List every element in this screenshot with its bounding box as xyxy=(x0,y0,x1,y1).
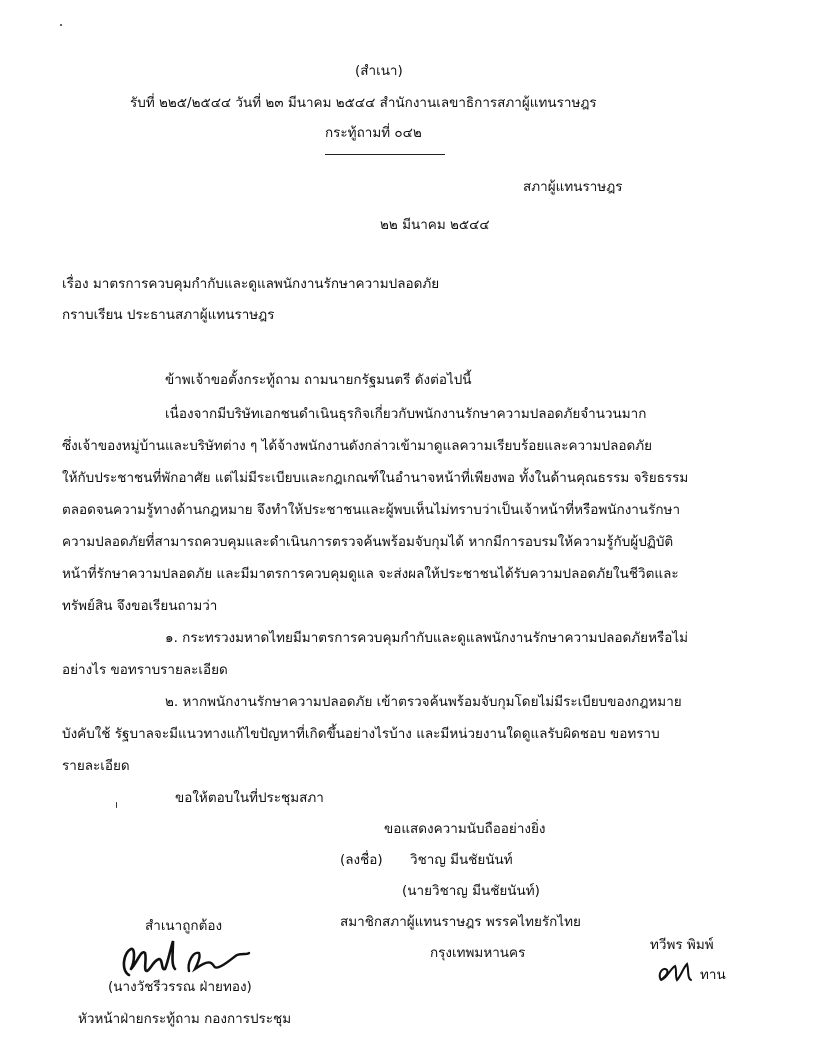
paragraph-line: ตลอดจนความรู้ทางด้านกฎหมาย จึงทำให้ประชาชนและผู้พบเห็นไม่ทราบว่าเป็นเจ้าหน้าที่หรือพนักงานรักษา xyxy=(62,502,681,518)
received-line: รับที่ ๒๒๕/๒๕๔๔ วันที่ ๒๓ มีนาคม ๒๕๔๔ สำนักงานเลขาธิการสภาผู้แทนราษฎร xyxy=(130,95,597,111)
question-1-line: อย่างไร ขอทราบรายละเอียด xyxy=(62,662,228,678)
letter-date: ๒๒ มีนาคม ๒๕๔๔ xyxy=(380,217,490,233)
full-name: (นายวิชาญ มีนชัยนันท์) xyxy=(402,883,540,899)
certified-label: สำเนาถูกต้อง xyxy=(145,918,223,934)
initials-mark xyxy=(655,960,695,986)
paragraph-line: ให้กับประชาชนที่พักอาศัย แต่ไม่มีระเบียบและกฎเกณฑ์ในอำนาจหน้าที่เพียงพอ ทั้งในด้านคุณธรรม จริยธรรม xyxy=(62,470,689,486)
certifier-title: หัวหน้าฝ่ายกระทู้ถาม กองการประชุม xyxy=(78,1011,292,1027)
paragraph-line: ซึ่งเจ้าของหมู่บ้านและบริษัทต่าง ๆ ได้จ้างพนักงานดังกล่าวเข้ามาดูแลความเรียบร้อยและความปลอดภัย xyxy=(62,438,653,454)
closing-request: ขอให้ตอบในที่ประชุมสภา xyxy=(175,790,324,806)
paragraph-line: ทรัพย์สิน จึงขอเรียนถามว่า xyxy=(62,598,218,614)
checked-label: ทาน xyxy=(700,967,726,983)
question-2-line: ๒. หากพนักงานรักษาความปลอดภัย เข้าตรวจค้นพร้อมจับกุมโดยไม่มีระเบียบของกฎหมาย xyxy=(165,694,682,710)
paragraph-line: เนื่องจากมีบริษัทเอกชนดำเนินธุรกิจเกี่ยวกับพนักงานรักษาความปลอดภัยจำนวนมาก xyxy=(165,406,647,422)
province: กรุงเทพมหานคร xyxy=(430,945,526,961)
signed-name: วิชาญ มีนชัยนันท์ xyxy=(410,852,513,868)
question-2-line: บังคับใช้ รัฐบาลจะมีแนวทางแก้ไขปัญหาที่เกิดขึ้นอย่างไรบ้าง และมีหน่วยงานใดดูแลรับผิดชอบ ขอทราบ xyxy=(62,726,660,742)
copy-label: (สำเนา) xyxy=(355,63,403,79)
sender: สภาผู้แทนราษฎร xyxy=(523,179,623,195)
stray-mark xyxy=(116,802,117,808)
subject: เรื่อง มาตรการควบคุมกำกับและดูแลพนักงานรักษาความปลอดภัย xyxy=(62,276,440,292)
intro-paragraph: ข้าพเจ้าขอตั้งกระทู้ถาม ถามนายกรัฐมนตรี ดังต่อไปนี้ xyxy=(165,372,472,388)
question-2-line: รายละเอียด xyxy=(62,758,130,774)
certifier-name: (นางวัชรีวรรณ ฝ่ายทอง) xyxy=(108,979,252,995)
paragraph-line: หน้าที่รักษาความปลอดภัย และมีมาตรการควบคุมดูแล จะส่งผลให้ประชาชนได้รับความปลอดภัยในชีวิตและ xyxy=(62,566,679,582)
question-1-line: ๑. กระทรวงมหาดไทยมีมาตรการควบคุมกำกับและดูแลพนักงานรักษาความปลอดภัยหรือไม่ xyxy=(165,630,689,646)
signed-prefix: (ลงชื่อ) xyxy=(340,852,383,868)
header-underline xyxy=(325,154,445,155)
salutation: กราบเรียน ประธานสภาผู้แทนราษฎร xyxy=(62,307,275,323)
question-number: กระทู้ถามที่ ๐๔๒ xyxy=(325,125,422,141)
stray-mark xyxy=(60,24,62,26)
position: สมาชิกสภาผู้แทนราษฎร พรรคไทยรักไทย xyxy=(340,914,581,930)
typed-by: ทวีพร พิมพ์ xyxy=(650,937,714,953)
regards: ขอแสดงความนับถืออย่างยิ่ง xyxy=(384,821,546,837)
paragraph-line: ความปลอดภัยที่สามารถควบคุมและดำเนินการตรวจค้นพร้อมจับกุมได้ หากมีการอบรมให้ความรู้กับผู้ปฏิบัติ xyxy=(62,534,674,550)
